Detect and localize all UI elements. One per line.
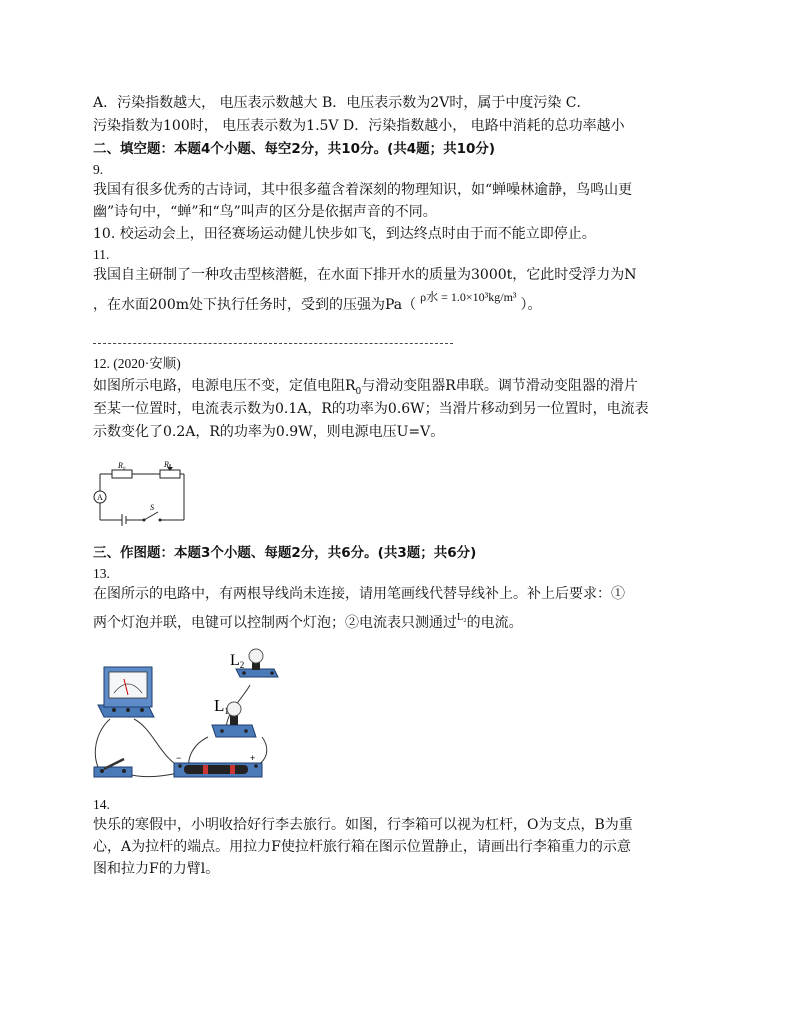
battery-icon xyxy=(174,763,262,777)
l2-symbol: L₂ xyxy=(457,612,467,623)
question-9-line-1: 我国有很多优秀的古诗词，其中很多蕴含着深刻的物理知识，如“蝉噪林逾静，鸟鸣山更 xyxy=(93,182,633,198)
question-12-line-2: 至某一位置时，电流表示数为0.1A，R的功率为0.6W；当滑片移动到另一位置时，电流表 xyxy=(93,401,649,417)
parallel-bulbs-apparatus xyxy=(90,645,290,785)
question-12-number: 12. (2020·安顺) xyxy=(93,356,181,371)
question-13-line-2 xyxy=(93,614,523,634)
option-line-1: A．污染指数越大， 电压表示数越大 B．电压表示数为2V时，属于中度污染 C． xyxy=(93,95,591,111)
question-11-line-2-end: ）。 xyxy=(520,297,542,313)
battery-minus-label: − xyxy=(176,753,182,763)
water-density-formula: ρ水 = 1.0×10³kg/m³ xyxy=(420,290,517,304)
question-14-number: 14. xyxy=(93,797,110,812)
l1-label: L1 xyxy=(214,696,229,716)
battery-plus-label: + xyxy=(250,753,256,763)
l2-label: L2 xyxy=(230,652,245,670)
section-heading-fill-in: 二、填空题：本题4个小题、每空2分，共10分。(共4题；共10分) xyxy=(93,141,496,157)
question-13-number: 13. xyxy=(93,566,110,581)
option-line-2: 污染指数为100时， 电压表示数为1.5V D．污染指数越小， 电路中消耗的总功率越小 xyxy=(93,118,625,134)
question-12-line-1-end: 与滑动变阻器R串联。调节滑动变阻器的滑片 xyxy=(361,378,638,394)
question-9-number: 9. xyxy=(93,162,104,177)
switch-icon xyxy=(94,759,132,777)
question-14-line-1: 快乐的寒假中，小明收拾好行李去旅行。如图，行李箱可以视为杠杆，O为支点，B为重 xyxy=(93,817,633,833)
question-12-line-1 xyxy=(93,377,638,401)
switch-label: S xyxy=(150,503,154,512)
question-13-line-1: 在图所示的电路中，有两根导线尚未连接，请用笔画线代替导线补上。补上后要求：① xyxy=(93,586,625,602)
r0-subscript: 0 xyxy=(355,386,362,397)
question-14-line-2: 心，A为拉杆的端点。用拉力F使拉杆旅行箱在图示位置静止，请画出行李箱重力的示意 xyxy=(93,839,631,855)
question-13-line-2-start: 两个灯泡并联，电键可以控制两个灯泡；②电流表只测通过 xyxy=(93,615,457,631)
question-11-number: 11. xyxy=(93,247,110,262)
r0-label: R₀ xyxy=(118,461,126,470)
section-heading-drawing: 三、作图题：本题3个小题、每题2分，共6分。(共3题；共6分) xyxy=(93,545,477,561)
question-12-line-3: 示数变化了0.2A，R的功率为0.9W，则电源电压U=V。 xyxy=(93,424,445,440)
question-11-line-2-start: ，在水面200m处下执行任务时，受到的压强为Pa（ xyxy=(93,297,417,313)
question-13-line-2-end: 的电流。 xyxy=(466,615,523,631)
question-11-line-1: 我国自主研制了一种攻击型核潜艇，在水面下排开水的质量为3000t，它此时受浮力为N xyxy=(93,267,637,283)
question-11-line-2 xyxy=(93,290,542,314)
question-14-line-3: 图和拉力F的力臂l。 xyxy=(93,861,220,877)
r-label: R xyxy=(164,460,169,469)
question-12-line-1-start: 如图所示电路，电源电压不变，定值电阻R xyxy=(93,378,356,394)
question-10-text: 10. 校运动会上，田径赛场运动健儿快步如飞，到达终点时由于而不能立即停止。 xyxy=(93,226,596,242)
series-circuit-diagram xyxy=(92,458,187,528)
question-9-line-2: 幽”诗句中，“蝉”和“鸟”叫声的区分是依据声音的不同。 xyxy=(93,204,437,220)
ammeter-label: A xyxy=(97,493,103,502)
ammeter-icon xyxy=(98,667,154,717)
section-divider xyxy=(93,343,453,344)
